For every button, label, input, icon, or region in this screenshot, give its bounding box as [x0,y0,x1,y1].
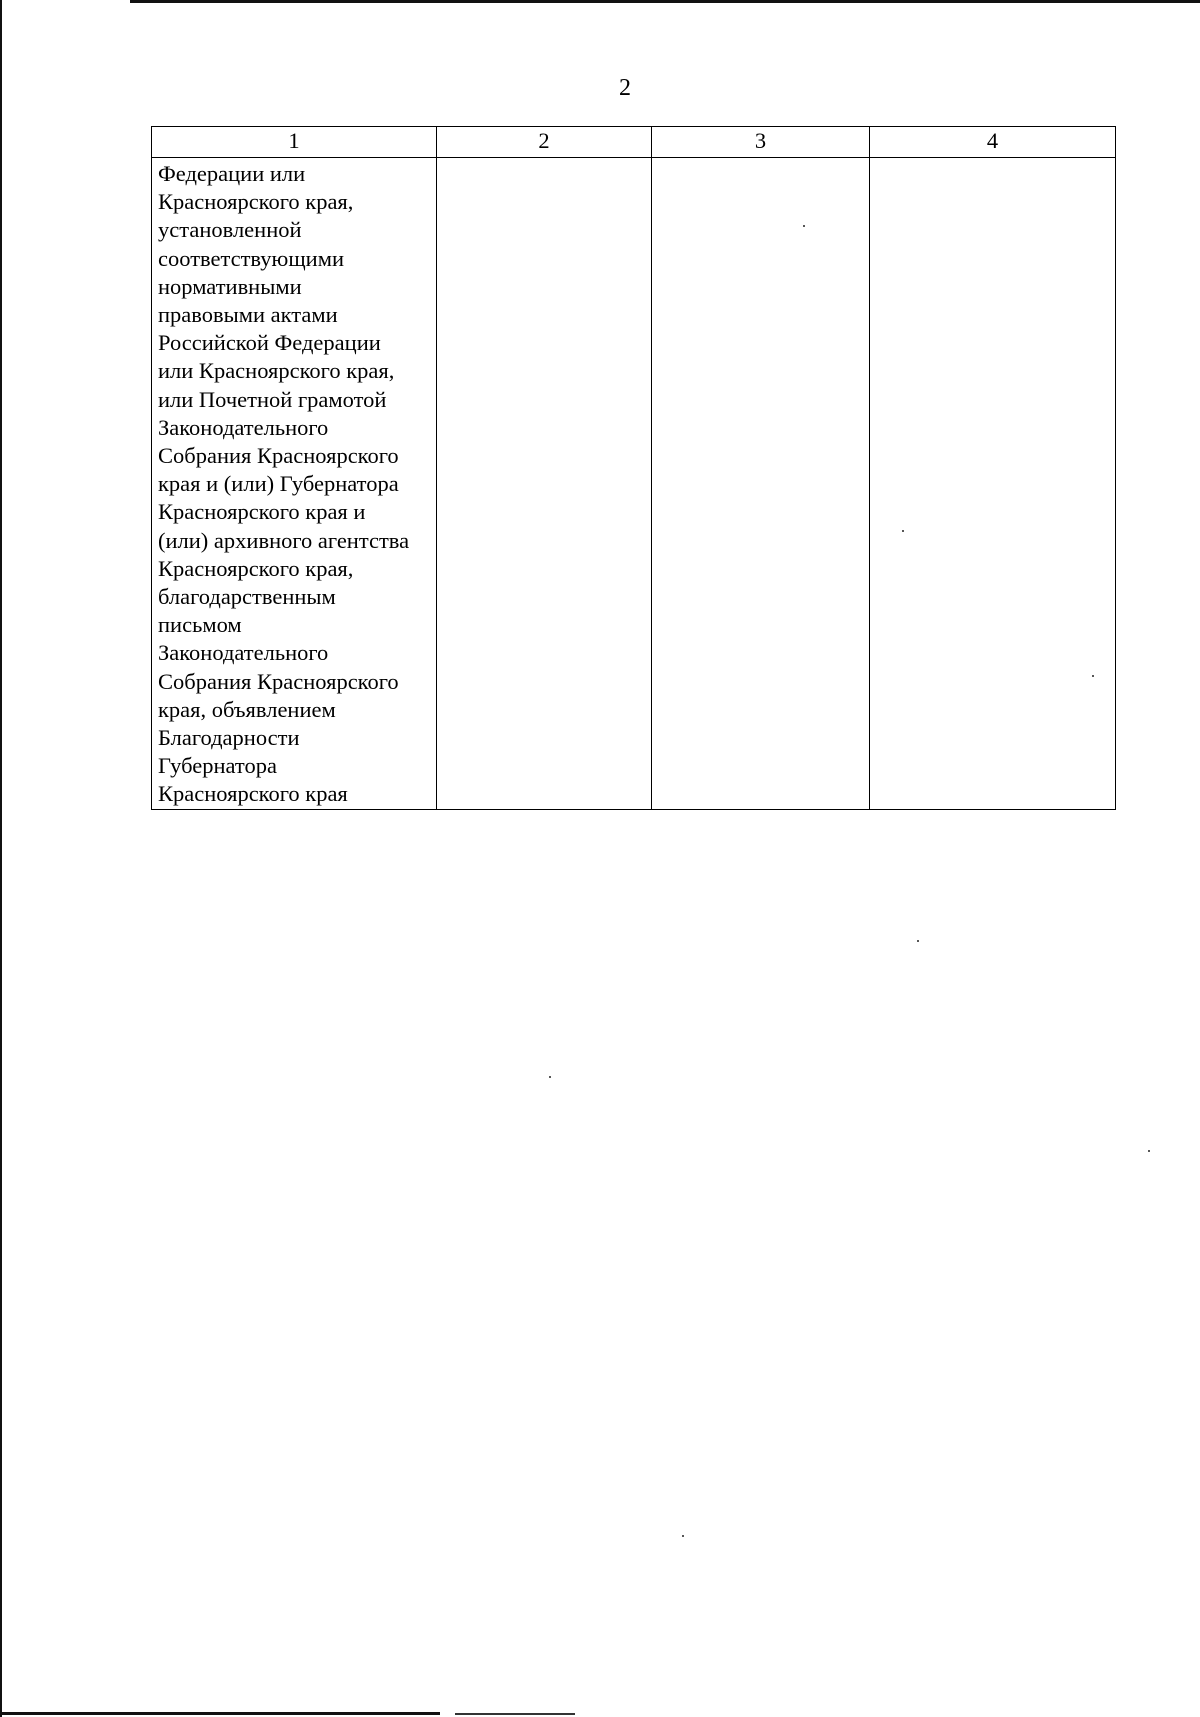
scan-speck [549,1076,551,1078]
scan-border-top [130,0,1200,3]
column-header-2: 2 [437,127,652,158]
column-header-1: 1 [152,127,437,158]
scan-border-bottom-fragment [455,1713,575,1715]
cell-text-line: Благодарности [158,725,300,751]
table-cell-col3 [652,158,870,810]
cell-text-line: Собрания Красноярского [158,443,399,469]
scan-border-left [0,0,2,1717]
cell-text-line: Собрания Красноярского [158,668,399,694]
cell-text-line: Российской Федерации [158,330,381,356]
cell-text-line: благодарственным [158,584,336,610]
cell-text-line: нормативными [158,273,302,299]
cell-text-line: соответствующими [158,245,344,271]
cell-text-line: или Почетной грамотой [158,386,387,412]
scan-speck [917,940,919,942]
table-row [152,158,1116,810]
scan-speck [1092,675,1094,677]
scan-speck [1148,1150,1150,1152]
cell-text-line: края, объявлением [158,696,336,722]
cell-text-col1 [152,158,436,809]
cell-text-line: (или) архивного агентства [158,527,410,553]
page-number: 2 [619,75,631,101]
scan-speck [803,225,805,227]
cell-text-line: Губернатора [158,753,277,779]
cell-text-line: письмом [158,612,242,638]
cell-text-line: Законодательного [158,414,329,440]
column-header-3: 3 [652,127,870,158]
scan-speck [902,530,904,532]
cell-text-line: правовыми актами [158,302,338,328]
cell-text-line: края и (или) Губернатора [158,471,399,497]
table-cell-col1 [152,158,437,810]
scan-speck [682,1535,684,1537]
cell-text-line: установленной [158,217,302,243]
cell-text-line: Федерации или [158,161,306,186]
cell-text-line: Законодательного [158,640,329,666]
table-cell-col2 [437,158,652,810]
cell-text-line: Красноярского края, [158,555,354,581]
cell-text-line: Красноярского края, [158,189,354,215]
column-header-4: 4 [870,127,1116,158]
cell-text-line: Красноярского края [158,781,348,807]
cell-text-line: Красноярского края и [158,499,366,525]
table-header-row [152,127,1116,158]
cell-text-line: или Красноярского края, [158,358,395,384]
scan-border-bottom [0,1712,440,1715]
table-cell-col4 [870,158,1116,810]
document-table [151,126,1116,810]
